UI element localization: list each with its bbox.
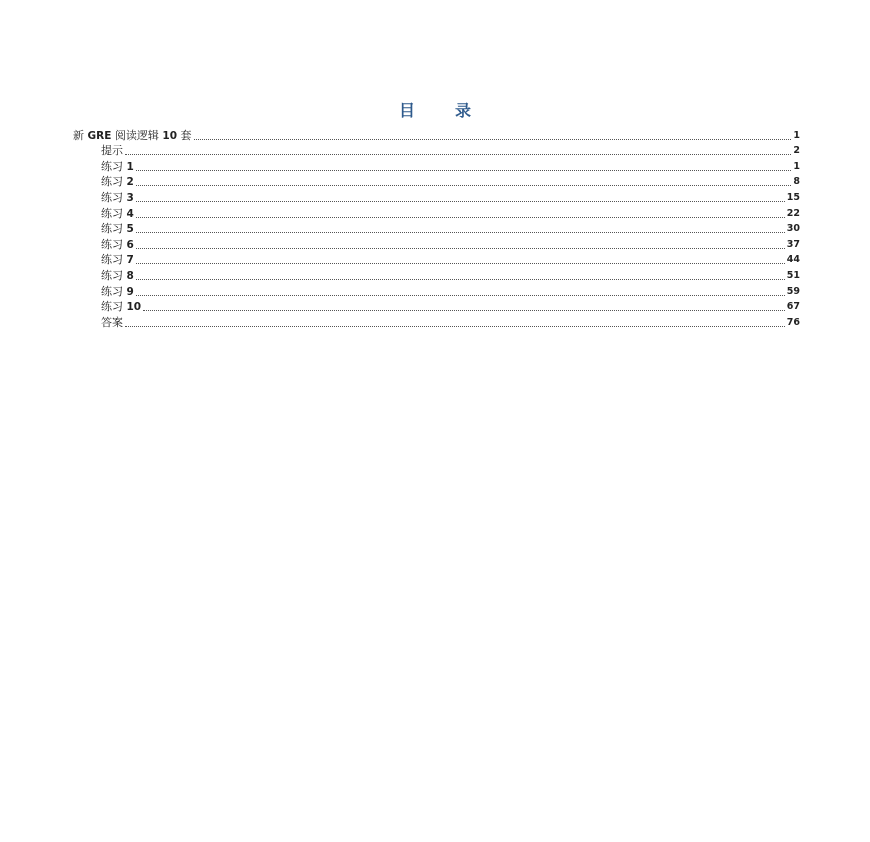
toc-entry[interactable] [73, 174, 800, 190]
toc-entry[interactable] [73, 143, 800, 159]
toc-entry[interactable] [73, 236, 800, 252]
toc-entry-label: 练习 8 [101, 268, 134, 282]
toc-leader-dots [136, 170, 792, 171]
toc-entry-label: 练习 10 [101, 300, 142, 314]
toc-entry-page: 76 [786, 316, 800, 328]
toc-entry-label: 练习 7 [101, 253, 134, 267]
toc-entry-page: 2 [793, 145, 800, 157]
toc-entry-label: 答案 [101, 315, 123, 329]
toc-entry[interactable] [73, 158, 800, 174]
toc-entry-label: 练习 5 [101, 222, 134, 236]
toc-entry-page: 30 [786, 223, 800, 235]
toc-leader-dots [143, 310, 785, 311]
toc-entry-page: 1 [793, 160, 800, 172]
toc-leader-dots [136, 232, 785, 233]
toc-entry[interactable] [73, 221, 800, 237]
toc-entry[interactable] [73, 127, 800, 143]
toc-entry-page: 15 [786, 191, 800, 203]
toc-entry-page: 67 [786, 301, 800, 313]
toc-entry-label: 练习 4 [101, 206, 134, 220]
toc-entry-label: 提示 [101, 144, 123, 158]
toc-entry-label: 练习 3 [101, 190, 134, 204]
toc-entry-page: 37 [786, 238, 800, 250]
toc-entry-page: 8 [793, 176, 800, 188]
toc-entry-label: 练习 6 [101, 237, 134, 251]
toc-leader-dots [136, 295, 785, 296]
toc-leader-dots [136, 248, 785, 249]
toc-list [73, 127, 800, 330]
toc-entry-label: 新 GRE 阅读逻辑 10 套 [73, 128, 192, 142]
toc-entry[interactable] [73, 205, 800, 221]
toc-entry[interactable] [73, 252, 800, 268]
toc-leader-dots [194, 139, 792, 140]
toc-title: 目录 [398, 101, 511, 120]
toc-entry[interactable] [73, 314, 800, 330]
toc-entry-page: 59 [786, 285, 800, 297]
toc-leader-dots [136, 263, 785, 264]
toc-leader-dots [125, 154, 791, 155]
toc-leader-dots [125, 326, 785, 327]
toc-entry[interactable] [73, 267, 800, 283]
toc-entry-page: 51 [786, 269, 800, 281]
toc-entry-page: 1 [793, 129, 800, 141]
toc-leader-dots [136, 279, 785, 280]
toc-entry-page: 44 [786, 254, 800, 266]
toc-entry[interactable] [73, 299, 800, 315]
toc-entry-label: 练习 9 [101, 284, 134, 298]
toc-entry[interactable] [73, 189, 800, 205]
toc-entry[interactable] [73, 283, 800, 299]
toc-entry-label: 练习 1 [101, 159, 134, 173]
toc-entry-page: 22 [786, 207, 800, 219]
toc-leader-dots [136, 201, 785, 202]
toc-leader-dots [136, 185, 792, 186]
toc-leader-dots [136, 217, 785, 218]
toc-entry-label: 练习 2 [101, 175, 134, 189]
